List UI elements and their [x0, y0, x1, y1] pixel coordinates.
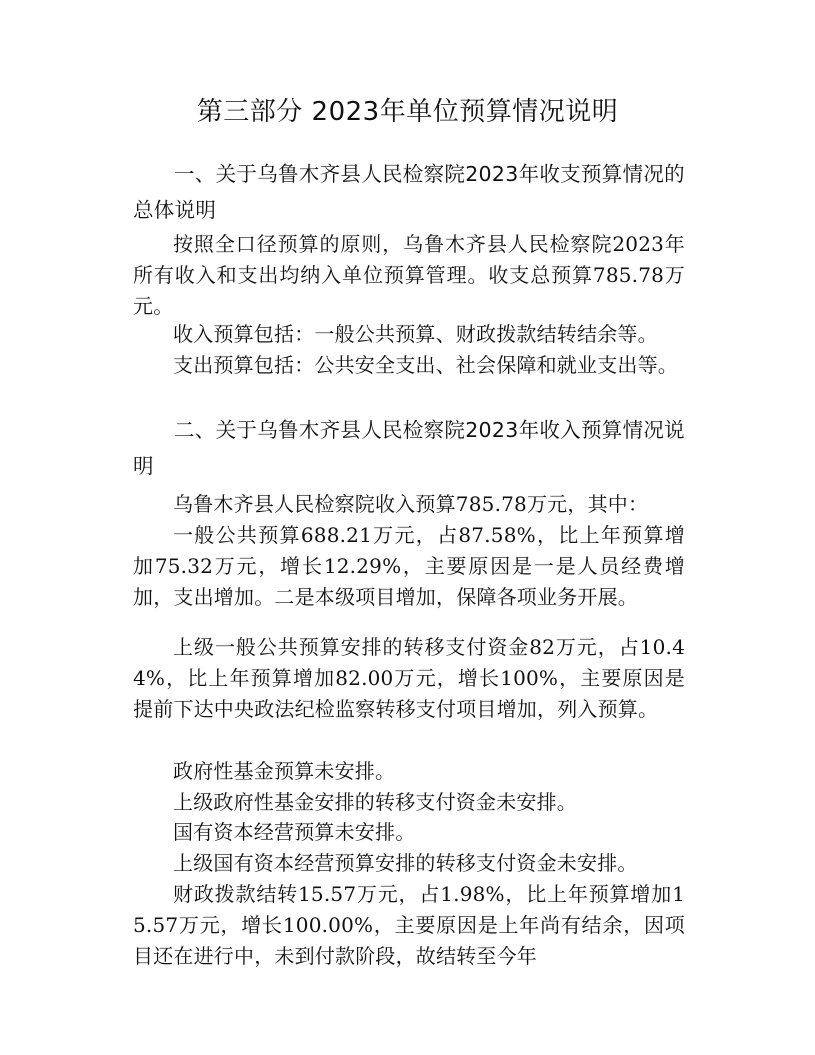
- paragraph: 国有资本经营预算未安排。: [173, 820, 416, 844]
- page-title: 第三部分 2023年单位预算情况说明: [196, 97, 619, 127]
- paragraph: 按照全口径预算的原则，乌鲁木齐县人民检察院2023年所有收入和支出均纳入单位预算管理。收支总预算785.78万元。: [133, 232, 685, 318]
- paragraph: 上级一般公共预算安排的转移支付资金82万元，占10.44%，比上年预算增加82.00万元，增长100%，主要原因是提前下达中央政法纪检监察转移支付项目增加，列入预算。: [133, 635, 685, 721]
- paragraph: 政府性基金预算未安排。: [173, 759, 396, 783]
- paragraph: 收入预算包括：一般公共预算、财政拨款结转结余等。: [173, 322, 658, 346]
- section-heading: 二、关于乌鲁木齐县人民检察院2023年收入预算情况说明: [133, 418, 685, 478]
- paragraph: 上级国有资本经营预算安排的转移支付资金未安排。: [173, 851, 638, 875]
- paragraph: 财政拨款结转15.57万元，占1.98%，比上年预算增加15.57万元，增长100.00%，主要原因是上年尚有结余，因项目还在进行中，未到付款阶段，故结转至今年: [133, 882, 685, 968]
- section-heading: 一、关于乌鲁木齐县人民检察院2023年收支预算情况的总体说明: [133, 162, 685, 222]
- paragraph: 支出预算包括：公共安全支出、社会保障和就业支出等。: [173, 353, 678, 377]
- paragraph: 乌鲁木齐县人民检察院收入预算785.78万元，其中：: [173, 492, 649, 516]
- paragraph: 上级政府性基金安排的转移支付资金未安排。: [173, 790, 577, 814]
- paragraph: 一般公共预算688.21万元，占87.58%，比上年预算增加75.32万元，增长12.29%，主要原因是一是人员经费增加，支出增加。二是本级项目增加，保障各项业务开展。: [133, 523, 685, 609]
